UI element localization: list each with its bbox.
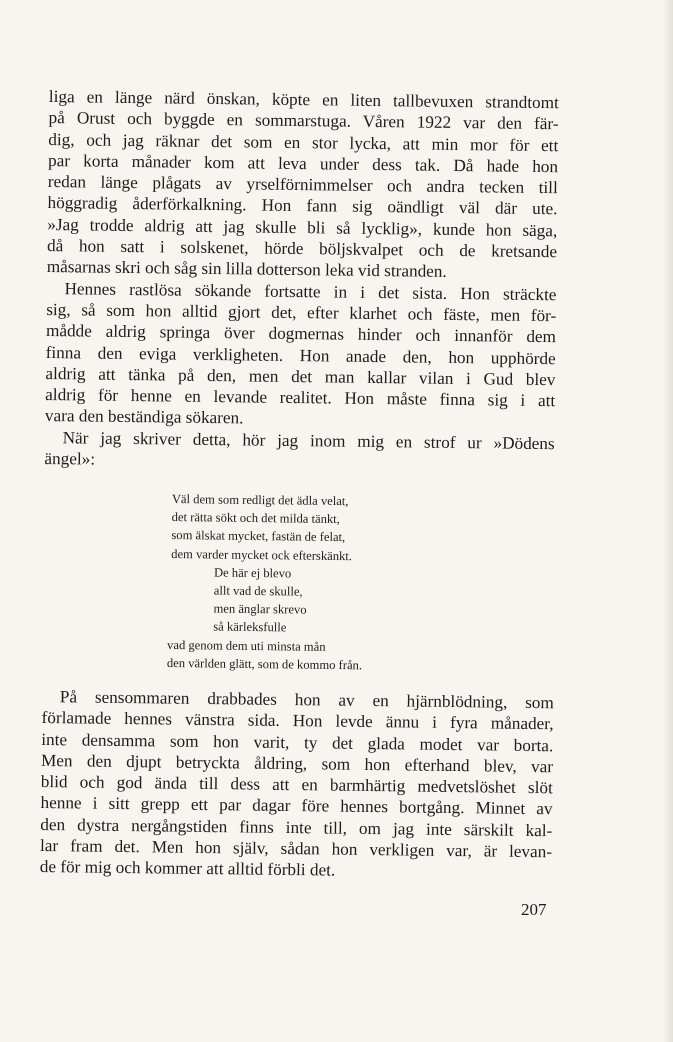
poem-line: det rätta sökt och det milda tänkt, — [171, 510, 340, 527]
poem-line: den världen glätt, som de kommo från. — [166, 655, 363, 673]
page-edge-shadow — [663, 0, 673, 1042]
text-line: Hennes rastlösa sökande fortsatte in i det sista. Hon sträckte — [64, 278, 557, 304]
page-number: 207 — [521, 900, 547, 919]
body-text-lower — [40, 686, 554, 884]
text-line: höggradig åderförkalkning. Hon fann sig oändligt väl där ute. — [47, 193, 558, 219]
poem-line: De här ej blevo — [213, 565, 292, 581]
text-line: på Orust och byggde en sommarstuga. Våren 1922 var den fär- — [48, 108, 559, 134]
text-line: henne i sitt grepp ett par dagar före hennes bortgång. Minnet av — [40, 793, 553, 819]
poem-line: vad genom dem uti minsta mån — [167, 637, 326, 654]
text-line: dig, och jag räknar det som en stor lycka, att min mor för ett — [48, 129, 559, 155]
text-line: inte densamma som hon varit, ty det glada modet var borta. — [41, 729, 554, 755]
text-line: Men den djupt betryckta åldring, som hon efterhand blev, var — [40, 750, 554, 777]
text-line: När jag skriver detta, hör jag inom mig en strof ur »Dödens — [62, 427, 555, 453]
text-line: mådde aldrig springa över dogmernas hinder och innanför dem — [45, 321, 557, 347]
poem-line: som älskat mycket, fastän de felat, — [171, 528, 346, 545]
text-line: lar fram det. Men hon själv, sådan hon verkligen var, är levan- — [39, 836, 553, 862]
text-line: ängel»: — [44, 449, 96, 469]
text-line: förlamade hennes vänstra sida. Hon levde ännu i fyra månader, — [41, 708, 554, 734]
text-line: blid och god ända till dess att en barmhärtig medvetslöshet slöt — [40, 772, 553, 798]
poem-line: Väl dem som redligt det ädla velat, — [171, 491, 349, 509]
poem-line: så kärleksfulle — [213, 619, 287, 635]
text-line: aldrig att tänka på den, men det man kallar vilan i Gud blev — [45, 363, 556, 390]
text-line: sig, så som hon alltid gjort det, efter klarhet och fäste, men för- — [46, 299, 557, 326]
text-line: den dystra nergångstiden finns inte till, om jag inte särskilt kal- — [40, 814, 553, 841]
text-line: aldrig för henne en levande realitet. Hon måste finna sig i att — [45, 385, 556, 411]
poem-line: allt vad de skulle, — [213, 583, 303, 599]
text-line: de för mig och kommer att alltid förbli det. — [39, 857, 336, 880]
body-text-upper — [44, 86, 559, 476]
text-line: då hon satt i solskenet, hörde böljskvalpet och de kretsande — [46, 236, 558, 262]
text-line: finna den eviga verkligheten. Hon anade den, hon upphörde — [45, 342, 556, 368]
text-line: liga en länge närd önskan, köpte en liten tallbevuxen strandtomt — [48, 86, 559, 113]
poem-line: men änglar skrevo — [213, 601, 307, 617]
poem-line: dem varder mycket ock efterskänkt. — [171, 546, 353, 563]
text-line: måsarnas skri och såg sin lilla dotterson leka vid stranden. — [46, 257, 447, 282]
text-line: vara den beständiga sökaren. — [44, 406, 244, 428]
text-line: På sensommaren drabbades hon av en hjärnblödning, som — [59, 687, 554, 713]
poem-stanza — [166, 490, 472, 676]
text-line: »Jag trodde aldrig att jag skulle bli så lycklig», kunde hon säga, — [47, 214, 558, 241]
text-line: par korta månader kom att leva under dess tak. Då hade hon — [47, 150, 559, 177]
text-line: redan länge plågats av yrselförnimmelser och andra tecken till — [47, 172, 558, 198]
